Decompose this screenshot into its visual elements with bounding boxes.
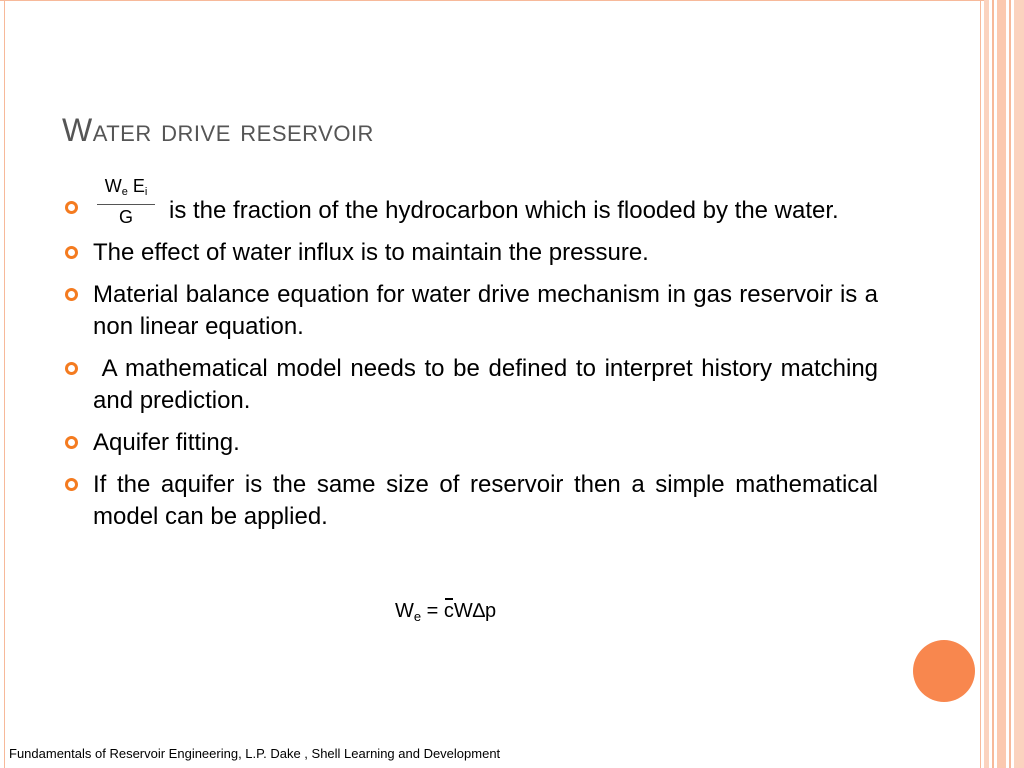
footer-citation: Fundamentals of Reservoir Engineering, L.P. Dake , Shell Learning and Development <box>9 746 501 761</box>
bullet-text: Aquifer fitting. <box>93 429 240 456</box>
bullet-icon <box>65 478 78 491</box>
bullet-icon <box>65 201 78 214</box>
bullet-text: Material balance equation for water drive mechanism in gas reservoir is a non linear equation. <box>93 281 878 340</box>
bullet-item <box>62 469 878 533</box>
frame-border-top <box>0 0 985 1</box>
bullet-icon <box>65 288 78 301</box>
bullet-text: is the fraction of the hydrocarbon which is flooded by the water. <box>169 197 839 224</box>
bullet-icon <box>65 362 78 375</box>
bullet-item <box>62 176 878 227</box>
bullet-item <box>62 279 878 343</box>
bullet-item <box>62 353 885 417</box>
decorative-circle <box>913 640 975 702</box>
bullet-item <box>62 427 878 459</box>
decorative-stripes <box>978 0 1024 768</box>
fraction-formula: $\frac{W_e E_i}{G}$ <box>97 176 155 227</box>
water-influx-equation: $W_e = cW\Delta p$ <box>395 600 497 624</box>
bullet-text: If the aquifer is the same size of reservoir then a simple mathematical model can be applied. <box>93 471 878 530</box>
bullet-item <box>62 237 878 269</box>
bullet-text: The effect of water influx is to maintain the pressure. <box>93 239 649 266</box>
bullet-text: A mathematical model needs to be defined to interpret history matching and prediction. <box>93 355 885 414</box>
bullet-icon <box>65 246 78 259</box>
bullet-list <box>62 176 885 543</box>
bullet-icon <box>65 436 78 449</box>
frame-border-left <box>4 0 5 768</box>
slide-title: Water drive reservoir <box>62 112 374 148</box>
